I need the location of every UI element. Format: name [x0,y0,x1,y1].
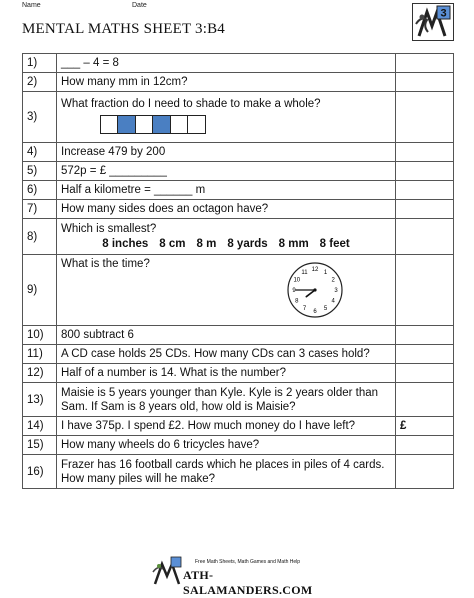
question-text: How many wheels do 6 tricycles have? [57,436,396,455]
table-row [23,200,454,219]
question-text: ___ – 4 = 8 [57,54,396,73]
table-row [23,219,454,255]
question-number: 13) [23,383,57,417]
question-text: How many mm in 12cm? [57,73,396,92]
unit-options [61,237,391,251]
question-text: Half a kilometre = ______ m [57,181,396,200]
question-text: What is the time? [61,258,150,270]
answer-box[interactable] [396,143,454,162]
answer-box[interactable] [396,162,454,181]
shaded-square [117,115,136,134]
clock-number: 12 [311,267,319,273]
footer-logo [151,556,341,597]
salamander-icon [151,556,185,586]
logo-number: 3 [440,7,447,20]
answer-box[interactable] [396,54,454,73]
question-text: Frazer has 16 football cards which he places in piles of 4 cards. How many piles will he make? [57,455,396,489]
table-row [23,383,454,417]
question-text: Increase 479 by 200 [57,143,396,162]
clock-number: 8 [295,298,299,305]
clock-number: 11 [301,269,308,276]
clock-number: 10 [293,277,301,284]
unit-option: 8 m [196,238,217,250]
answer-box[interactable]: £ [396,417,454,436]
unit-option: 8 mm [278,238,309,250]
answer-box[interactable] [396,73,454,92]
clock-icon [286,261,344,319]
question-number: 9) [23,255,57,326]
footer-tagline: Free Math Sheets, Math Games and Math Help [195,559,301,565]
unit-option: 8 yards [227,238,268,250]
table-row [23,364,454,383]
answer-box[interactable] [396,326,454,345]
shaded-square [152,115,171,134]
question-number: 4) [23,143,57,162]
salamander-logo-icon [412,3,454,41]
question-text: A CD case holds 25 CDs. How many CDs can 3 cases hold? [57,345,396,364]
answer-box[interactable] [396,345,454,364]
clock-number: 3 [334,288,338,294]
table-row [23,436,454,455]
table-row [23,54,454,73]
table-row [23,417,454,436]
question-number: 7) [23,200,57,219]
unshaded-square [100,115,119,134]
question-number: 11) [23,345,57,364]
name-date-line [22,2,147,9]
table-row [23,162,454,181]
unshaded-square [170,115,189,134]
table-row [23,181,454,200]
table-row [23,92,454,143]
question-text: I have 375p. I spend £2. How much money do I have left? [57,417,396,436]
table-row [23,255,454,326]
question-text: 800 subtract 6 [57,326,396,345]
question-number: 16) [23,455,57,489]
clock-number: 2 [331,277,335,284]
question-number: 6) [23,181,57,200]
name-label: Name [22,2,41,9]
answer-box[interactable] [396,383,454,417]
question-number: 12) [23,364,57,383]
fraction-bar [101,115,391,134]
question-number: 3) [23,92,57,143]
clock-number: 7 [302,306,307,313]
question-number: 15) [23,436,57,455]
answer-box[interactable] [396,436,454,455]
question-cell [57,92,396,143]
answer-box[interactable] [396,219,454,255]
table-row [23,143,454,162]
question-text: Maisie is 5 years younger than Kyle. Kyle is 2 years older than Sam. If Sam is 8 years old, how old is Maisie? [57,383,396,417]
clock-number: 4 [331,298,335,305]
unshaded-square [187,115,206,134]
answer-box[interactable] [396,92,454,143]
footer-brand[interactable]: ATH-SALAMANDERS.COM [183,568,313,597]
unit-option: 8 feet [319,238,350,250]
question-number: 14) [23,417,57,436]
table-row [23,73,454,92]
question-text: What fraction do I need to shade to make a whole? [61,97,321,110]
question-cell [57,219,396,255]
page-title: MENTAL MATHS SHEET 3:B4 [22,21,225,37]
date-label: Date [132,2,147,9]
questions-table [22,53,454,489]
question-number: 5) [23,162,57,181]
unit-option: 8 cm [159,238,186,250]
answer-box[interactable] [396,255,454,326]
question-number: 2) [23,73,57,92]
answer-box[interactable] [396,364,454,383]
question-text: 572p = £ _________ [57,162,396,181]
question-cell [57,255,396,326]
table-row [23,455,454,489]
question-text: How many sides does an octagon have? [57,200,396,219]
unit-option: 8 inches [102,238,149,250]
question-number: 1) [23,54,57,73]
clock-number: 1 [323,269,328,276]
table-row [23,326,454,345]
unshaded-square [135,115,154,134]
answer-box[interactable] [396,181,454,200]
clock-number: 9 [292,288,296,294]
question-text: Which is smallest? [61,223,157,235]
clock-number: 6 [313,309,317,315]
question-number: 10) [23,326,57,345]
clock-number: 5 [323,306,328,313]
table-row [23,345,454,364]
question-text: Half of a number is 14. What is the number? [57,364,396,383]
question-number: 8) [23,219,57,255]
answer-box[interactable] [396,200,454,219]
answer-box[interactable] [396,455,454,489]
